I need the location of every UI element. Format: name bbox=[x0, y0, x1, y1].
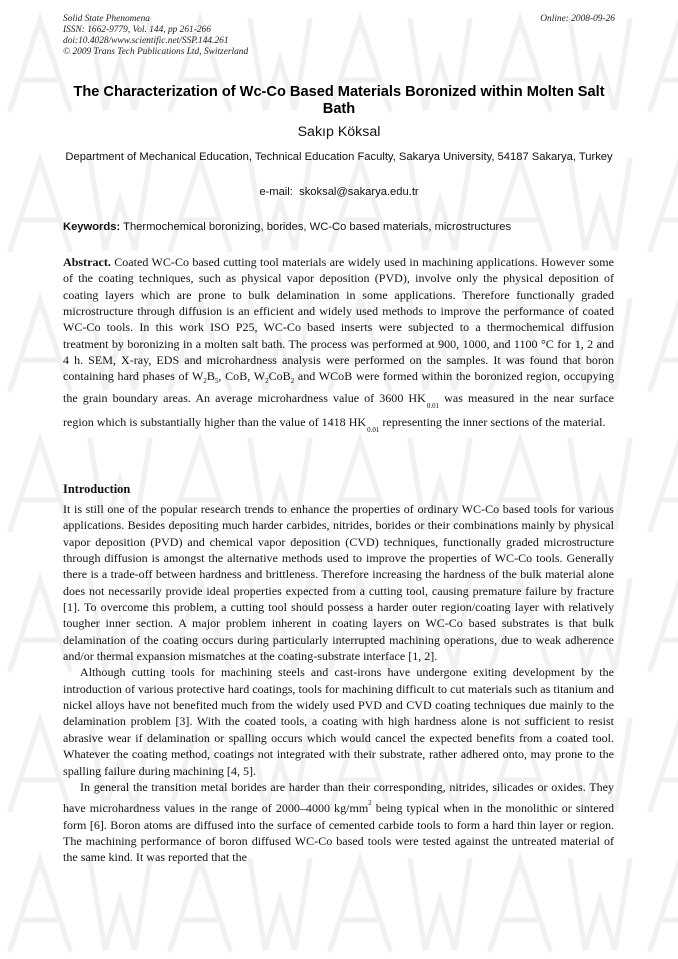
journal-issn: ISSN: 1662-9779, Vol. 144, pp 261-266 bbox=[63, 25, 211, 35]
keywords-text: Thermochemical boronizing, borides, WC-Co based materials, microstructures bbox=[123, 221, 512, 233]
keywords-label: Keywords: bbox=[63, 221, 121, 233]
journal-header bbox=[63, 14, 615, 58]
intro-paragraph-3: In general the transition metal borides are harder than their corresponding, nitrides, silicades or oxides. They have microhardness values in the range of 2000–4000 $kg/mm^2$ being typical when in the monolithic or sintered form [6]. Boron atoms are diffused into the surface of cemented carbide tools to form a hard thin layer or region. The machining performance of boron diffused WC-Co based tools were tested against the untreated material of the same kind. It was reported that the bbox=[63, 779, 614, 865]
journal-copyright: © 2009 Trans Tech Publications Ltd, Switzerland bbox=[63, 47, 249, 57]
author-name: Sakıp Köksal bbox=[297, 124, 381, 140]
keywords bbox=[63, 220, 623, 235]
section-heading-introduction: Introduction bbox=[63, 482, 131, 496]
online-date: Online: 2008-09-26 bbox=[540, 14, 615, 24]
introduction-body bbox=[63, 501, 614, 866]
intro-paragraph-1: It is still one of the popular research trends to enhance the properties of ordinary WC-Co based tools for various applications. Besides depositing much harder carbides, nitrides, borides or their combinations mainly by physical vapor deposition (PVD) and chemical vapor deposition (CVD) techniques, functionally graded microstructure through diffusion is amongst the alternative methods used to improve the properties of WC-Co tools. Generally there is a trade-off between hardness and brittleness. Therefore increasing the hardness of the bulk material alone does not necessarily provide ideal properties expected from a cutting tool, causing premature failure by fracture [1]. To overcome this problem, a cutting tool should possess a harder outer region/coating layer with relatively tougher inner section. A major problem inherent in coating layers on WC-Co based substrates is that bulk delamination of the coating occurs during particularly interrupted machining operations, due to weak adherence and/or thermal expansion mismatches at the coating-substrate interface [1, 2]. bbox=[63, 502, 614, 664]
paper-title: The Characterization of Wc-Co Based Materials Boronized within Molten Salt Bath bbox=[73, 84, 605, 117]
author-email bbox=[60, 185, 618, 200]
author-affiliation: Department of Mechanical Education, Technical Education Faculty, Sakarya University, 54187 Sakarya, Turkey bbox=[65, 151, 613, 163]
journal-name: Solid State Phenomena bbox=[63, 14, 150, 24]
abstract bbox=[63, 254, 614, 438]
email-link[interactable]: skoksal@sakarya.edu.tr bbox=[299, 186, 419, 198]
abstract-paragraph: Abstract. Coated WC-Co based cutting tool materials are widely used in machining applications. However some of the coating techniques, such as physical vapor deposition (PVD), involve only the physical deposition of coating layers which are prone to bulk delamination in some applications. Therefore functionally graded microstructure through diffusion is an efficient and widely used methods to improve the performance of coated WC-Co tools. In this work ISO P25, WC-Co based inserts were subjected to a thermochemical diffusion treatment by boronizing in a molten salt bath. The process was performed at 900, 1000, and 1100 °C for 1, 2 and 4 h. SEM, X-ray, EDS and microhardness analysis were performed on the samples. It was found that boron containing hard phases of $W_2B_5$, CoB, $W_2CoB_2$ and WCoB were formed within the boronized region, occupying the grain boundary areas. An average microhardness value of 3600 $HK_{0.01}$ was measured in the near surface region which is substantially higher than the value of 1418 $HK_{0.01}$ representing the inner sections of the material. bbox=[63, 255, 614, 435]
email-label: e-mail: bbox=[259, 186, 293, 198]
intro-paragraph-2: Although cutting tools for machining steels and cast-irons have undergone exiting development by the introduction of various protective hard coatings, tools for machining difficult to cut materials such as titanium and nickel alloys have not benefited much from the widely used PVD and CVD coating techniques due mainly to the delamination problem [3]. With the coated tools, a coating with high hardness alone is not sufficient to resist abrasive wear if delamination or spalling occurs which would cancel the expected benefits from a coated tool. Whatever the coating method, coatings not integrated with their substrate, rather adhered onto, may prone to the spalling failure during machining [4, 5]. bbox=[63, 665, 614, 778]
journal-doi: doi:10.4028/www.scientific.net/SSP.144.261 bbox=[63, 36, 229, 46]
abstract-label: Abstract. bbox=[63, 255, 111, 269]
